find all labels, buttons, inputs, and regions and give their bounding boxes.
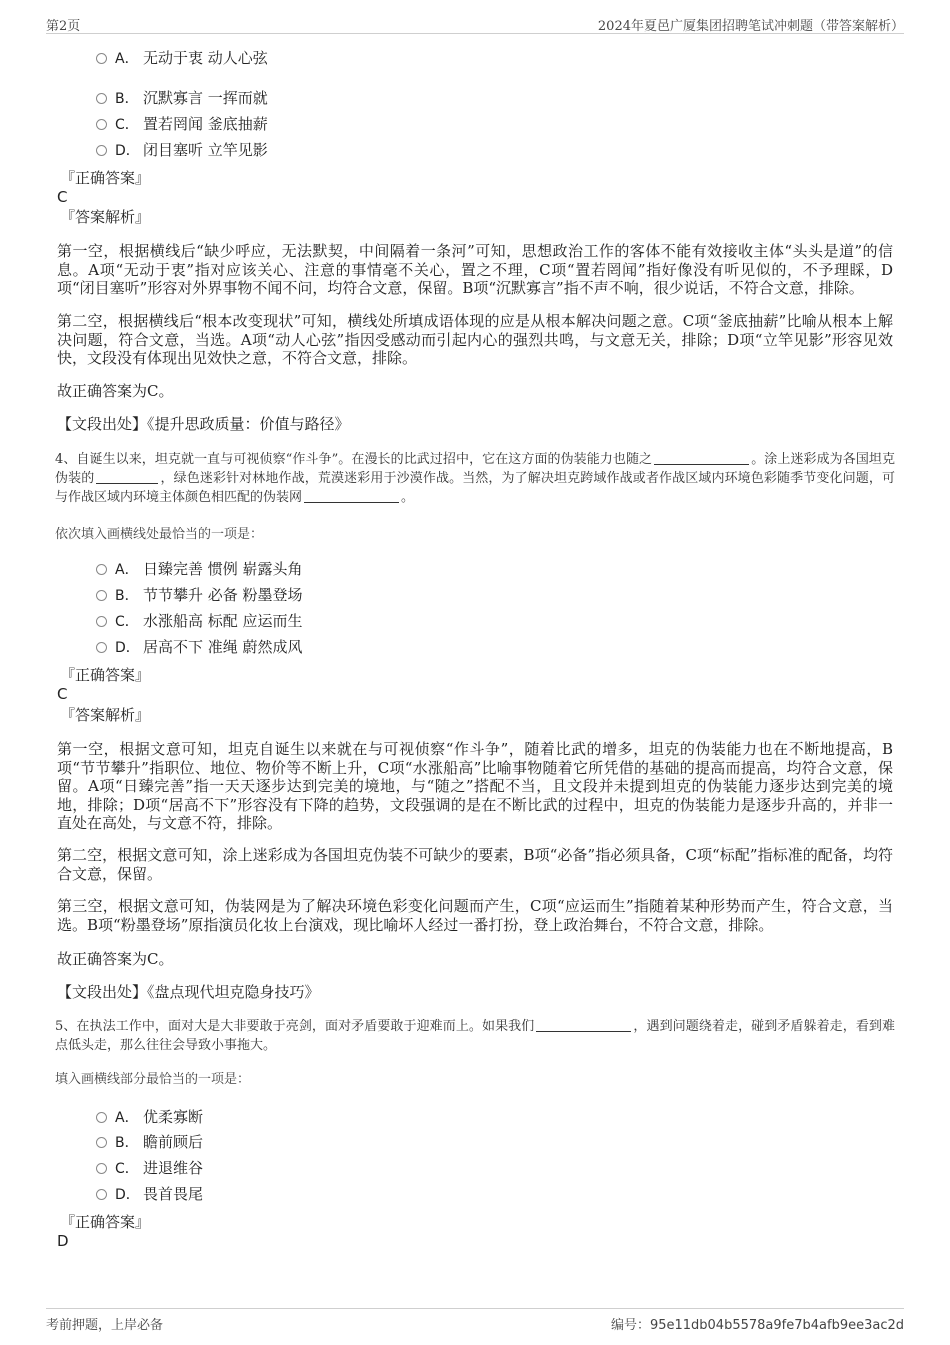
footer-slogan: 考前押题，上岸必备	[46, 1318, 164, 1333]
blank-line	[654, 452, 749, 465]
q5-answer: D	[57, 1232, 69, 1250]
radio-icon[interactable]	[96, 53, 107, 64]
q4-option-c[interactable]: C． 水涨船高 标配 应运而生	[96, 611, 303, 631]
radio-icon[interactable]	[96, 145, 107, 156]
q3-option-b[interactable]: B． 沉默寡言 一挥而就	[96, 88, 268, 108]
page-footer	[46, 1308, 904, 1332]
radio-icon[interactable]	[96, 642, 107, 653]
page-header	[46, 14, 904, 34]
q3-option-d[interactable]: D． 闭目塞听 立竿见影	[96, 140, 268, 160]
q4-option-d[interactable]: D． 居高不下 准绳 蔚然成风	[96, 637, 303, 657]
q3-answer-label: 『正确答案』	[60, 169, 151, 187]
q3-analysis-label: 『答案解析』	[60, 208, 151, 226]
radio-icon[interactable]	[96, 564, 107, 575]
q3-answer: C	[57, 188, 68, 206]
document-code: 编号：95e11db04b5578a9fe7b4afb9ee3ac2d	[610, 1318, 904, 1333]
q4-analysis-para-1: 第一空，根据文意可知，坦克自诞生以来就在与可视侦察“作斗争”，随着比武的增多，坦克的伪装能力也在不断地提高，B项“节节攀升”指职位、地位、物价等不断上升，C项“水涨船高”比喻事物随着它所凭借的基础的提高而提高，均符合文意，保留。A项“日臻完善”指一天天逐步达到完美的境地，与“随之”搭配不当，且文段并未提到坦克的伪装能力逐步达到完美的境地，排除；D项“居高不下”形容没有下降的趋势，文段强调的是在不断比武的过程中，坦克的伪装能力是逐步升高的，并非一直处在高处，与文意不符，排除。	[57, 740, 893, 832]
q4-instruction: 依次填入画横线处最恰当的一项是：	[55, 527, 264, 542]
q3-option-a[interactable]: A． 无动于衷 动人心弦	[96, 48, 268, 68]
q3-analysis-para-1: 第一空，根据横线后“缺少呼应，无法默契，中间隔着一条河”可知，思想政治工作的客体不能有效接收主体“头头是道”的信息。A项“无动于衷”指对应该关心、注意的事情毫不关心，置之不理，C项“置若罔闻”指好像没有听见似的，不予理睬，D项“闭目塞听”形容对外界事物不闻不问，均符合文意，保留。B项“沉默寡言”指不声不响，很少说话，不符合文意，排除。	[57, 242, 893, 297]
q5-stem: 5、在执法工作中，面对大是大非要敢于亮剑，面对矛盾要敢于迎难而上。如果我们 ，遇到问题绕着走，碰到矛盾躲着走，看到难点低头走，那么往往会导致小事拖大。	[55, 1019, 895, 1053]
q5-instruction: 填入画横线部分最恰当的一项是：	[55, 1072, 251, 1087]
radio-icon[interactable]	[96, 93, 107, 104]
q4-conclusion: 故正确答案为C。	[57, 950, 174, 968]
blank-line	[304, 490, 399, 503]
radio-icon[interactable]	[96, 1112, 107, 1123]
document-title: 2024年夏邑广厦集团招聘笔试冲刺题（带答案解析）	[597, 19, 904, 34]
q4-answer-label: 『正确答案』	[60, 666, 151, 684]
q5-answer-label: 『正确答案』	[60, 1213, 151, 1231]
radio-icon[interactable]	[96, 1163, 107, 1174]
q4-answer: C	[57, 685, 68, 703]
q3-source: 【文段出处】《提升思政质量：价值与路径》	[57, 415, 350, 433]
q4-stem: 4、自诞生以来，坦克就一直与可视侦察“作斗争”。在漫长的比武过招中，它在这方面的伪装能力也随之 。涂上迷彩成为各国坦克伪装的 ，绿色迷彩针对林地作战，荒漠迷彩用于沙漠作战。当然，为了解决坦克跨域作战或者作战区域内环境色彩随季节变化问题，可与作战区域内环境主体颜色相匹配的伪装网 。	[55, 452, 895, 505]
q4-option-b[interactable]: B． 节节攀升 必备 粉墨登场	[96, 585, 303, 605]
page-number: 第2页	[46, 19, 81, 34]
q4-option-a[interactable]: A． 日臻完善 惯例 崭露头角	[96, 559, 303, 579]
q5-option-c[interactable]: C． 进退维谷	[96, 1158, 203, 1178]
blank-line	[536, 1019, 631, 1032]
q3-option-c[interactable]: C． 置若罔闻 釜底抽薪	[96, 114, 268, 134]
radio-icon[interactable]	[96, 1137, 107, 1148]
q5-option-a[interactable]: A． 优柔寡断	[96, 1107, 203, 1127]
blank-line	[96, 471, 158, 484]
q4-analysis-para-2: 第二空，根据文意可知，涂上迷彩成为各国坦克伪装不可缺少的要素，B项“必备”指必须具备，C项“标配”指标准的配备，均符合文意，保留。	[57, 846, 893, 883]
q5-option-b[interactable]: B． 瞻前顾后	[96, 1132, 203, 1152]
q4-source: 【文段出处】《盘点现代坦克隐身技巧》	[57, 983, 320, 1001]
q4-analysis-para-3: 第三空，根据文意可知，伪装网是为了解决环境色彩变化问题而产生，C项“应运而生”指随着某种形势而产生，符合文意，当选。B项“粉墨登场”原指演员化妆上台演戏，现比喻坏人经过一番打扮，登上政治舞台，不符合文意，排除。	[57, 897, 893, 934]
radio-icon[interactable]	[96, 1189, 107, 1200]
radio-icon[interactable]	[96, 119, 107, 130]
radio-icon[interactable]	[96, 616, 107, 627]
radio-icon[interactable]	[96, 590, 107, 601]
q3-analysis-para-2: 第二空，根据横线后“根本改变现状”可知，横线处所填成语体现的应是从根本解决问题之意。C项“釜底抽薪”比喻从根本上解决问题，符合文意，当选。A项“动人心弦”指因受感动而引起内心的强烈共鸣，与文意无关，排除；D项“立竿见影”形容见效快，文段没有体现出见效快之意，不符合文意，排除。	[57, 312, 893, 367]
q5-option-d[interactable]: D． 畏首畏尾	[96, 1184, 203, 1204]
q4-analysis-label: 『答案解析』	[60, 706, 151, 724]
q3-conclusion: 故正确答案为C。	[57, 382, 174, 400]
